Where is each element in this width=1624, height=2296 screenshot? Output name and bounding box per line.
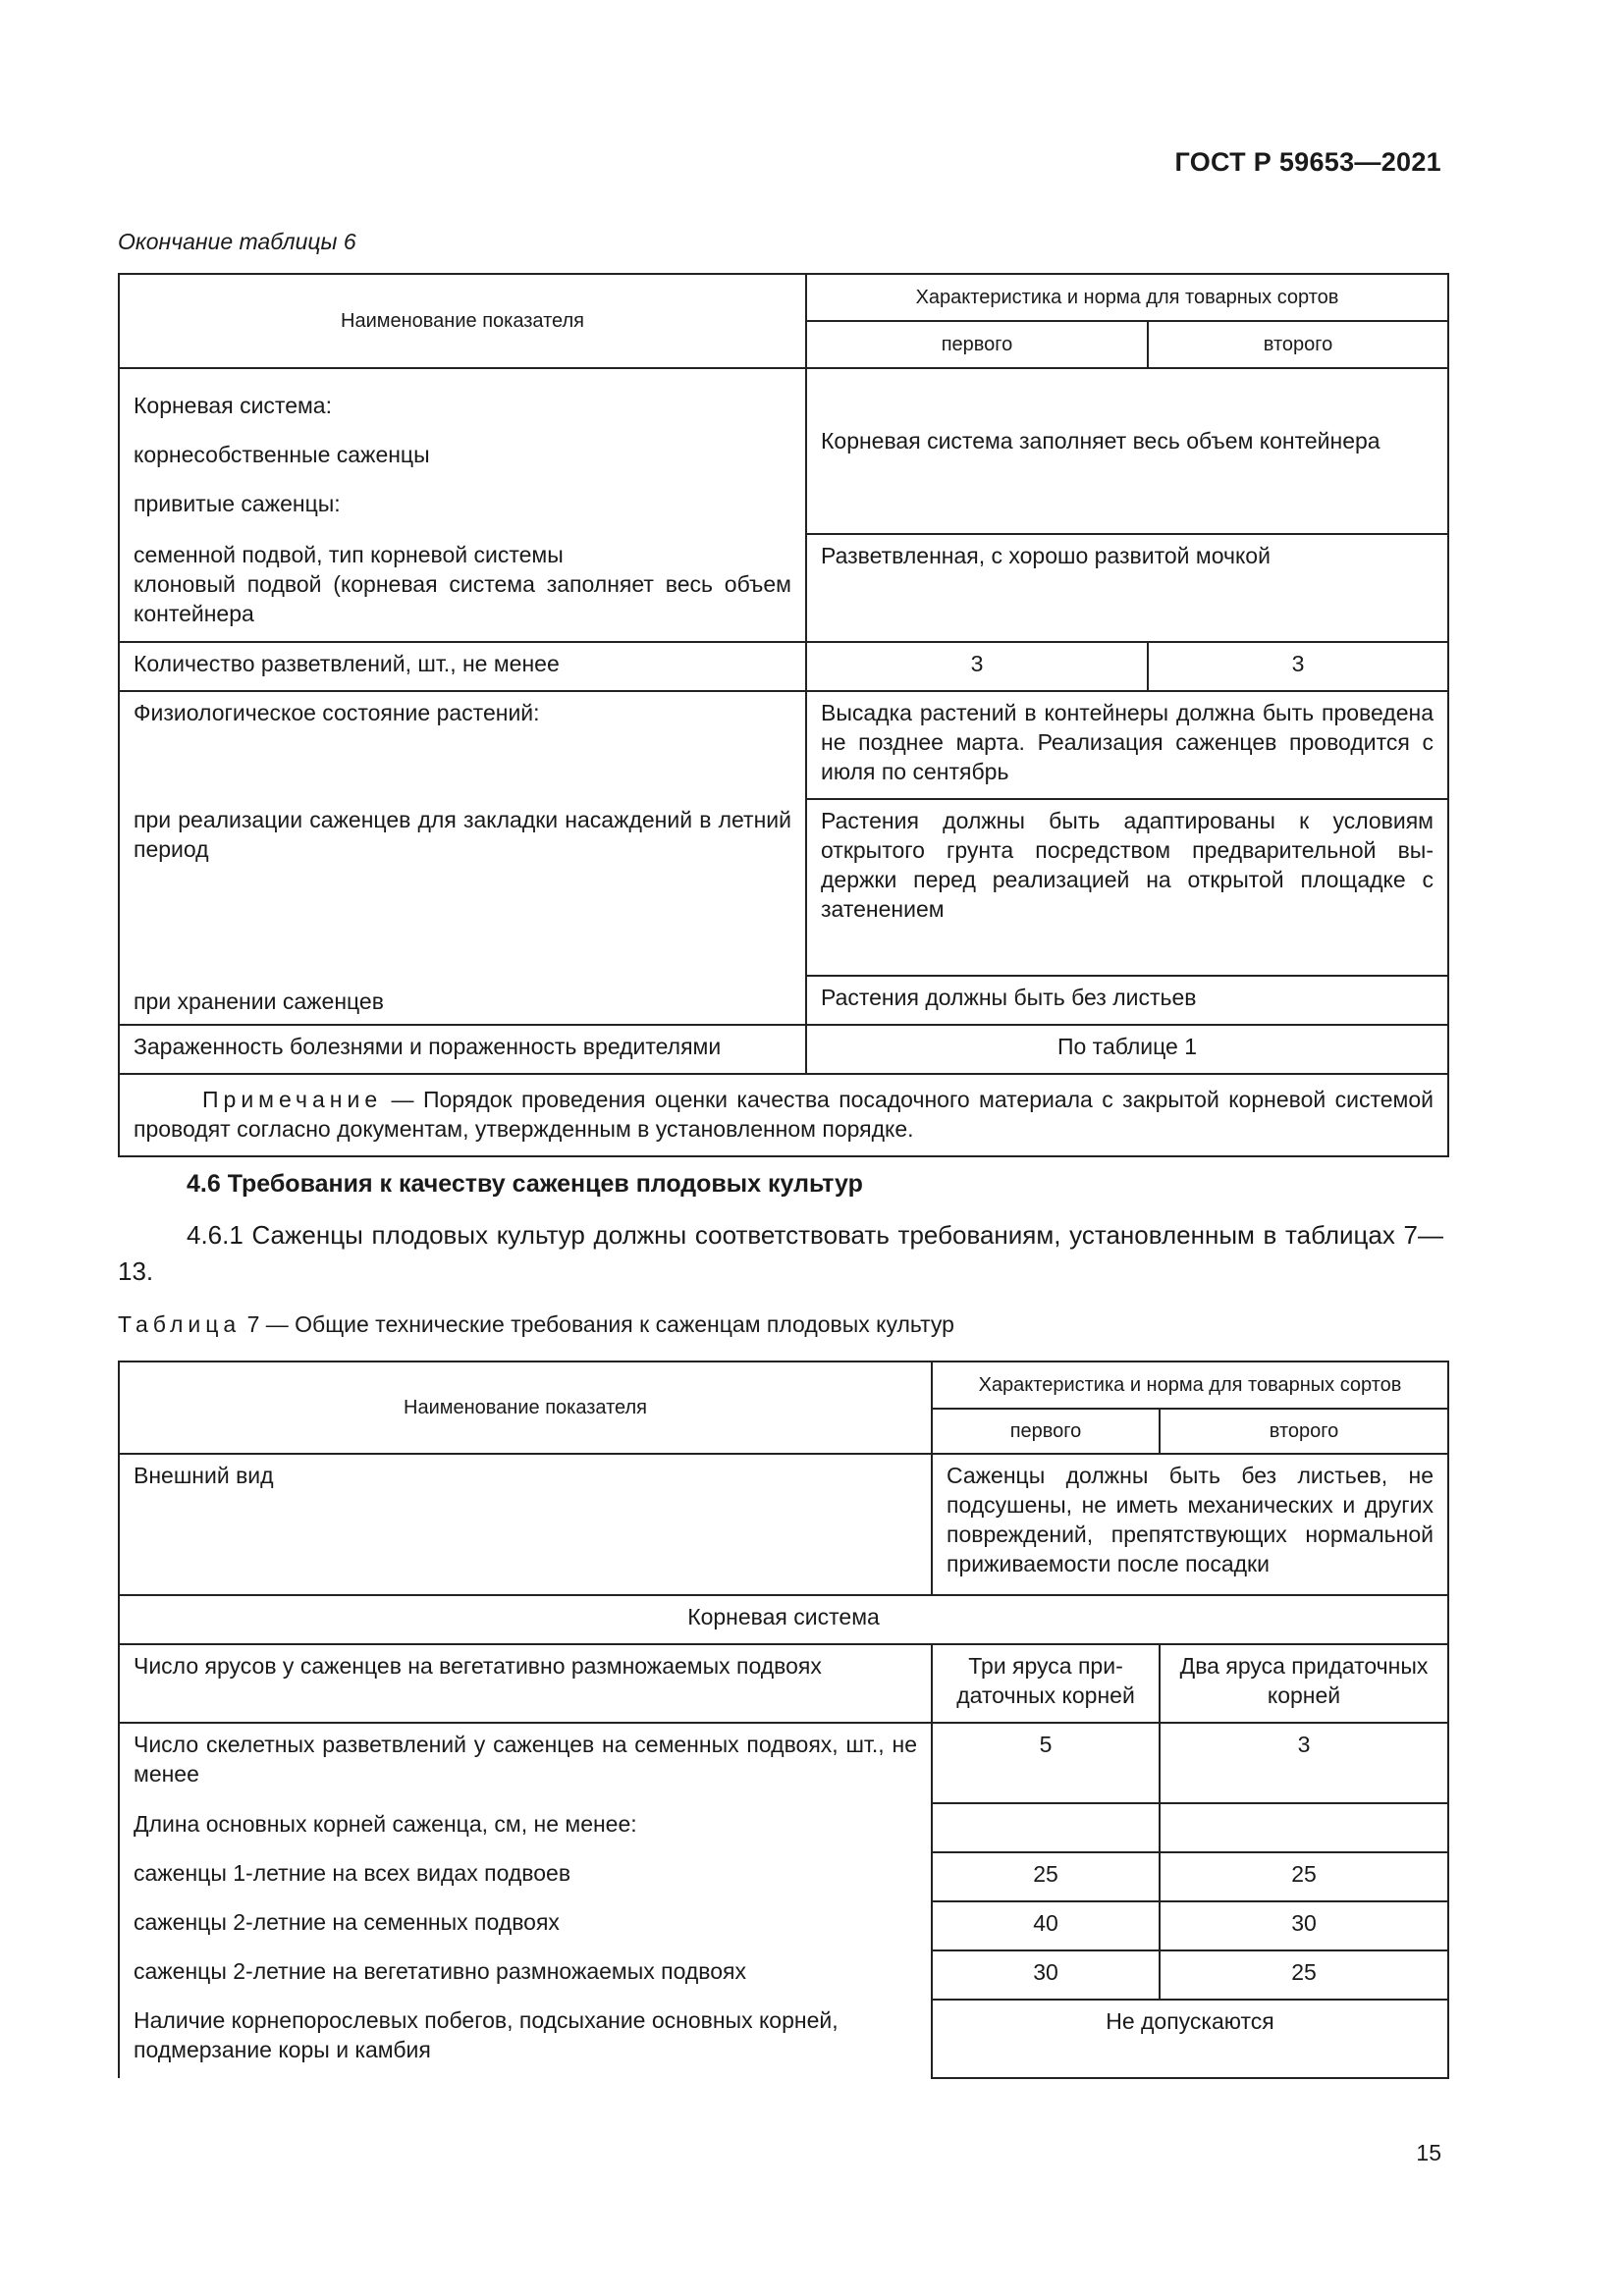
table-note bbox=[119, 1074, 1448, 1156]
header-norm: Характеристика и норма для товарных сортов bbox=[806, 274, 1448, 321]
header-grade-second: второго bbox=[1148, 321, 1448, 368]
skeletal-first: 5 bbox=[932, 1723, 1160, 1803]
length-row-3-label: саженцы 2-летние на вегетативно размножаемых подвоях bbox=[119, 1950, 932, 2000]
appearance-label: Внешний вид bbox=[119, 1454, 932, 1595]
physio-value: Высадка растений в контейнеры должна быть проведена не позднее марта. Реализация саженцев проводится с июля по сентябрь bbox=[806, 691, 1448, 799]
row-rootstock-label bbox=[119, 534, 806, 642]
length-first-empty bbox=[932, 1803, 1160, 1852]
length-second-empty bbox=[1160, 1803, 1448, 1852]
note-word: Примечание bbox=[202, 1087, 383, 1112]
length-label: Длина основных корней саженца, см, не менее: bbox=[119, 1803, 932, 1852]
branches-label: Количество разветвлений, шт., не менее bbox=[119, 642, 806, 691]
length-row-2-second: 30 bbox=[1160, 1901, 1448, 1950]
length-row-1-second: 25 bbox=[1160, 1852, 1448, 1901]
length-row-3-second: 25 bbox=[1160, 1950, 1448, 2000]
summer-value: Растения должны быть адаптированы к условиям открытого грунта посредством предварительной выдержки перед реализацией на открытой площадке с затенением bbox=[806, 799, 1448, 976]
note-text: — Порядок проведения оценки качества посадочного материала с закрытой корневой системой проводят согласно документам, утвержденным в установленном порядке. bbox=[134, 1087, 1434, 1142]
grafted-seedlings: привитые саженцы: bbox=[134, 491, 341, 516]
length-row-3-first: 30 bbox=[932, 1950, 1160, 2000]
header-indicator-name: Наименование показателя bbox=[119, 1362, 932, 1454]
storage-value: Растения должны быть без листьев bbox=[806, 976, 1448, 1025]
caption-word: Таблица bbox=[118, 1311, 242, 1337]
row-root-system-label bbox=[119, 368, 806, 534]
physio-label: Физиологическое состояние растений: bbox=[119, 691, 806, 799]
section-paragraph: 4.6.1 Саженцы плодовых культур должны соответствовать требованиям, установленным в таблицах 7—13. bbox=[118, 1220, 1443, 1286]
table-6 bbox=[118, 273, 1449, 1157]
shoots-value: Не допускаются bbox=[932, 2000, 1448, 2078]
document-header-id: ГОСТ Р 59653—2021 bbox=[1174, 147, 1441, 177]
header-grade-first: первого bbox=[806, 321, 1148, 368]
tiers-label: Число ярусов у саженцев на вегетативно размножаемых подвоях bbox=[119, 1644, 932, 1723]
tiers-first: Три яруса придаточных корней bbox=[932, 1644, 1160, 1723]
root-system-heading: Корневая система: bbox=[134, 393, 332, 418]
own-root-value: Корневая система заполняет весь объем контейнера bbox=[806, 368, 1448, 534]
tiers-second: Два яруса придаточных корней bbox=[1160, 1644, 1448, 1723]
disease-value: По таблице 1 bbox=[806, 1025, 1448, 1074]
length-row-1-first: 25 bbox=[932, 1852, 1160, 1901]
clonal-rootstock: клоновый подвой (корневая система заполняет весь объем контейнера bbox=[134, 571, 791, 626]
shoots-label: Наличие корнепорослевых побегов, подсыхание основных корней, подмерзание коры и камбия bbox=[119, 2000, 932, 2078]
section-heading: 4.6 Требования к качеству саженцев плодовых культур bbox=[187, 1170, 863, 1198]
header-indicator-name: Наименование показателя bbox=[119, 274, 806, 368]
skeletal-label: Число скелетных разветвлений у саженцев на семенных подвоях, шт., не менее bbox=[119, 1723, 932, 1803]
disease-label: Зараженность болезнями и пораженность вредителями bbox=[119, 1025, 806, 1074]
storage-label: при хранении саженцев bbox=[119, 976, 806, 1025]
own-root-seedlings: корнесобственные саженцы bbox=[134, 442, 430, 467]
table-7-caption bbox=[118, 1311, 954, 1338]
skeletal-second: 3 bbox=[1160, 1723, 1448, 1803]
summer-label: при реализации саженцев для закладки насаждений в летний период bbox=[119, 799, 806, 976]
table-continuation-caption: Окончание таблицы 6 bbox=[118, 229, 356, 254]
page-number: 15 bbox=[1416, 2140, 1441, 2165]
header-grade-second: второго bbox=[1160, 1409, 1448, 1454]
header-grade-first: первого bbox=[932, 1409, 1160, 1454]
header-norm: Характеристика и норма для товарных сортов bbox=[932, 1362, 1448, 1409]
caption-text: 7 — Общие технические требования к саженцам плодовых культур bbox=[241, 1311, 954, 1337]
branches-first: 3 bbox=[806, 642, 1148, 691]
appearance-value: Саженцы должны быть без листьев, не подсушены, не иметь механических и других повреждений, препятствующих нормальной приживаемости после посадки bbox=[932, 1454, 1448, 1595]
length-row-2-label: саженцы 2-летние на семенных подвоях bbox=[119, 1901, 932, 1950]
seed-rootstock-value: Разветвленная, с хорошо развитой мочкой bbox=[806, 534, 1448, 642]
length-row-2-first: 40 bbox=[932, 1901, 1160, 1950]
length-row-1-label: саженцы 1-летние на всех видах подвоев bbox=[119, 1852, 932, 1901]
root-system-section-row: Корневая система bbox=[119, 1595, 1448, 1644]
seed-rootstock: семенной подвой, тип корневой системы bbox=[134, 542, 564, 567]
branches-second: 3 bbox=[1148, 642, 1448, 691]
table-7 bbox=[118, 1361, 1449, 2079]
